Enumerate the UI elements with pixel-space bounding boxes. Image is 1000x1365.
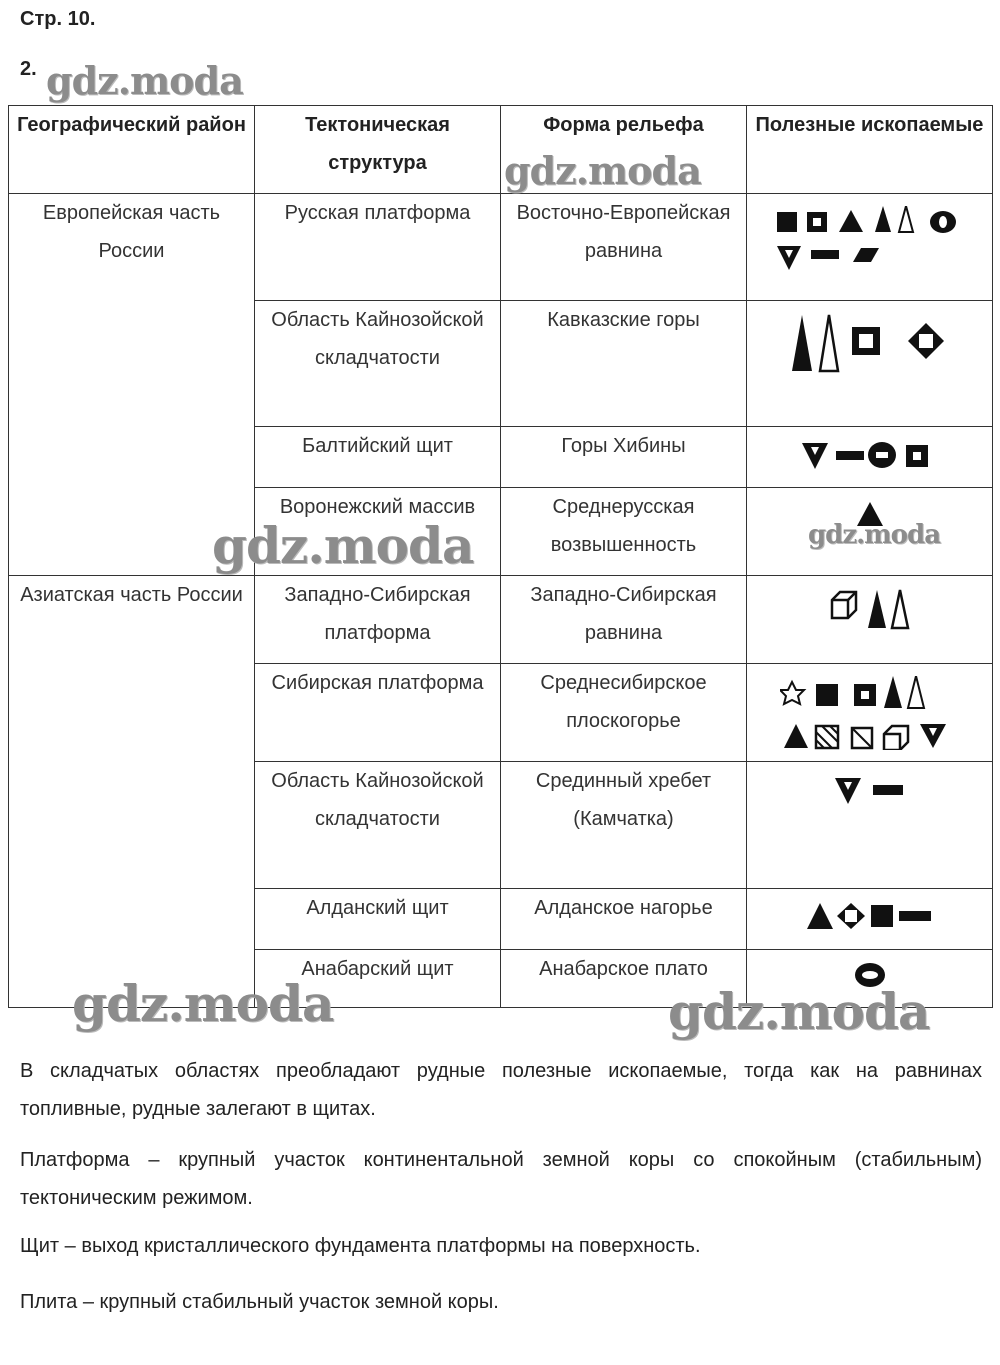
mineral-symbols-icon bbox=[833, 774, 907, 806]
structure-cell: Сибирская платформа bbox=[255, 664, 501, 762]
structure-cell: Воронежский массив bbox=[255, 488, 501, 576]
watermark: gdz.moda bbox=[46, 58, 243, 103]
structure-cell: Русская платформа bbox=[255, 194, 501, 301]
mineral-symbols-icon bbox=[790, 313, 950, 373]
relief-cell: Кавказские горы bbox=[501, 301, 747, 427]
header-region: Географический район bbox=[9, 106, 255, 194]
watermark: gdz.moda bbox=[504, 148, 701, 193]
watermark: gdz.moda bbox=[668, 982, 930, 1041]
structure-cell: Западно-Сибирская платформа bbox=[255, 576, 501, 664]
table-row bbox=[9, 576, 993, 664]
structure-cell: Область Кайнозойской складчатости bbox=[255, 762, 501, 889]
paragraph-platform-definition: Платформа – крупный участок континентальной земной коры со спокойным (стабильным) тектоническим режимом. bbox=[20, 1149, 982, 1209]
task-number: 2. bbox=[20, 58, 37, 80]
structure-cell: Алданский щит bbox=[255, 889, 501, 950]
minerals-cell bbox=[747, 427, 993, 488]
relief-cell: Срединный хребет (Камчатка) bbox=[501, 762, 747, 889]
header-structure: Тектоническая структура bbox=[255, 106, 501, 194]
relief-cell: Анабарское плато bbox=[501, 950, 747, 1008]
relief-cell: Горы Хибины bbox=[501, 427, 747, 488]
watermark: gdz.moda bbox=[212, 516, 474, 575]
minerals-cell bbox=[747, 762, 993, 889]
mineral-symbols-icon bbox=[780, 676, 960, 750]
mineral-symbols-icon bbox=[828, 588, 912, 630]
minerals-cell bbox=[747, 194, 993, 301]
structure-cell: Балтийский щит bbox=[255, 427, 501, 488]
header-relief: Форма рельефа bbox=[501, 106, 747, 194]
structure-cell: Область Кайнозойской складчатости bbox=[255, 301, 501, 427]
minerals-cell bbox=[747, 664, 993, 762]
mineral-symbols-icon bbox=[775, 206, 965, 276]
minerals-cell bbox=[747, 301, 993, 427]
header-minerals: Полезные ископаемые bbox=[747, 106, 993, 194]
watermark: gdz.moda bbox=[808, 520, 941, 550]
paragraph-shield-definition: Щит – выход кристаллического фундамента платформы на поверхность. bbox=[20, 1235, 701, 1257]
table-row bbox=[9, 194, 993, 301]
relief-cell: Западно-Сибирская равнина bbox=[501, 576, 747, 664]
minerals-cell bbox=[747, 576, 993, 664]
minerals-table bbox=[8, 105, 993, 1008]
relief-cell: Алданское нагорье bbox=[501, 889, 747, 950]
region-cell: Европейская часть России bbox=[9, 194, 255, 576]
relief-cell: Среднерусская возвышенность bbox=[501, 488, 747, 576]
watermark: gdz.moda bbox=[72, 974, 334, 1033]
minerals-cell bbox=[747, 889, 993, 950]
paragraph-plate-definition: Плита – крупный стабильный участок земной коры. bbox=[20, 1291, 499, 1313]
mineral-symbols-icon bbox=[800, 439, 940, 471]
page-label: Стр. 10. bbox=[20, 8, 96, 30]
region-cell: Азиатская часть России bbox=[9, 576, 255, 1008]
mineral-symbols-icon bbox=[805, 901, 935, 931]
relief-cell: Восточно-Европейская равнина bbox=[501, 194, 747, 301]
structure-cell: Анабарский щит bbox=[255, 950, 501, 1008]
table-header-row bbox=[9, 106, 993, 194]
paragraph-folded-areas: В складчатых областях преобладают рудные полезные ископаемые, тогда как на равнинах топливные, рудные залегают в щитах. bbox=[20, 1060, 982, 1120]
relief-cell: Среднесибирское плоскогорье bbox=[501, 664, 747, 762]
